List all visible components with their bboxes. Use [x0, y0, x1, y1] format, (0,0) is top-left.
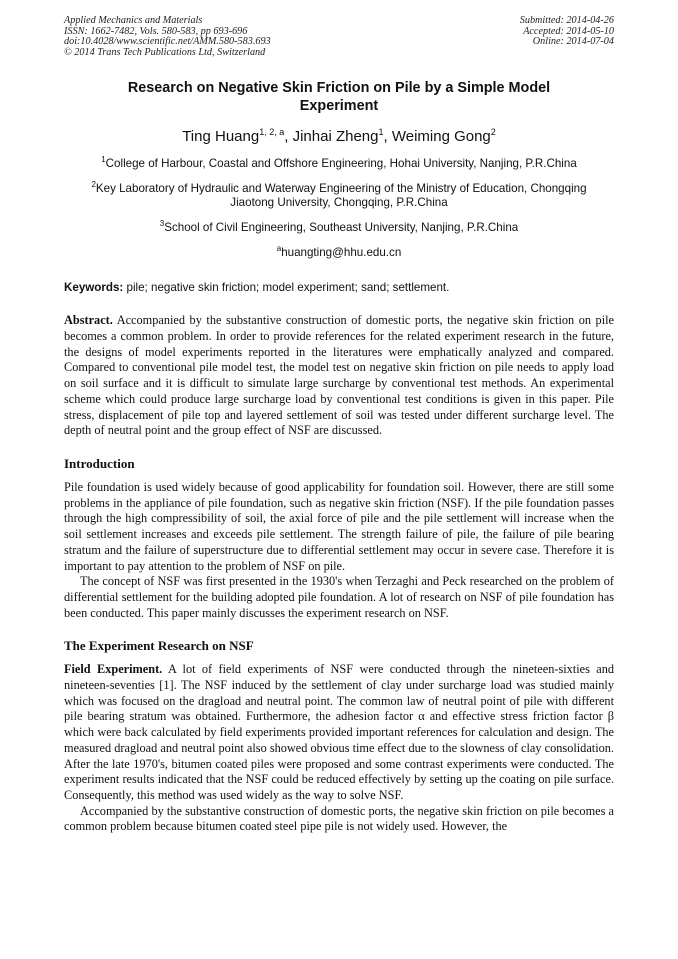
abstract-text: Accompanied by the substantive construction of domestic ports, the negative skin friction on pile becomes a common problem. In order to provide references for the related experiment research in the future, the designs of model experiments reported in the literatures were emphatically analyzed and compared. Compared to conventional pile model test, the model test on negative skin friction on pile needs to apply load on soil surface and it is difficult to simulate large surcharge by conventional test methods. An experimental scheme which could produce large surcharge load by conventional test conditions is given in this paper. Pile stress, displacement of pile top and layered settlement of soil was tested under different surcharge level. The depth of neutral point and the group effect of NSF are discussed.	[64, 313, 614, 438]
author-separator: ,	[383, 128, 392, 146]
header-right	[520, 16, 614, 58]
intro-paragraph-2: The concept of NSF was first presented in the 1930's when Terzaghi and Peck researched on the problem of differential settlement for the building adopted pile foundation. A lot of research on NSF of pile foundation has been conducted. This paper mainly discusses the experiment research on NSF.	[64, 574, 614, 620]
affiliation-text: College of Harbour, Coastal and Offshore Engineering, Hohai University, Nanjing, P.R.China	[105, 157, 577, 171]
experiment-paragraph-2: Accompanied by the substantive construction of domestic ports, the negative skin friction on pile becomes a common problem because bitumen coated steel pipe pile is not widely used. However, the	[64, 803, 614, 834]
affiliation-text: Key Laboratory of Hydraulic and Waterway Engineering of the Ministry of Education, Chongqing Jiaotong University, Chongqing, P.R.China	[95, 182, 587, 210]
affiliation-text: School of Civil Engineering, Southeast University, Nanjing, P.R.China	[164, 221, 519, 235]
author-affiliation-sup: 1	[378, 127, 384, 138]
header-left	[64, 16, 271, 58]
keywords-text: pile; negative skin friction; model experiment; sand; settlement.	[123, 281, 450, 295]
field-experiment-label: Field Experiment.	[64, 662, 163, 677]
affiliation-sup: 2	[91, 180, 96, 190]
journal-header	[64, 16, 614, 58]
field-experiment-paragraph	[64, 662, 614, 803]
affiliation-1	[64, 153, 614, 171]
section-heading-introduction: Introduction	[64, 456, 135, 471]
author-name: Ting Huang	[182, 128, 260, 146]
author-affiliation-sup: 1, 2, a	[259, 127, 285, 138]
paper-title: Research on Negative Skin Friction on Pile by a Simple Model Experiment	[127, 80, 551, 115]
affiliation-sup: 3	[159, 219, 165, 229]
accepted-date: Accepted: 2014-05-10	[523, 25, 614, 37]
section-heading-experiment: The Experiment Research on NSF	[64, 638, 254, 654]
doi-line: doi:10.4028/www.scientific.net/AMM.580-583.693	[64, 36, 271, 48]
field-experiment-text: A lot of field experiments of NSF were conducted through the nineteen-sixties and nineteen-seventies [1]. The NSF induced by the settlement of clay under surcharge load was studied mainly which was focused on the dragload and neutral point. The common law of neutral point of pile with different pile bearing stratum was obtained. Furthermore, the adhesion factor α and effective stress friction factor β which were back calculated by field experiments provided important references for calculation and design. The measured dragload and neutral point also showed obvious time effect due to the slowness of clay consolidation. After the late 1970's, bitumen coated piles were proposed and some contrast experiments were conducted. The experiment results indicated that the NSF could be reduced effectively by setting up the coating on pile surface. Consequently, this method was used widely as the way to solve NSF.	[64, 662, 615, 802]
author-name: Weiming Gong	[391, 128, 491, 146]
online-date: Online: 2014-07-04	[532, 36, 614, 48]
author-list	[64, 122, 614, 147]
keywords-label: Keywords:	[64, 281, 124, 295]
author-email	[64, 242, 614, 260]
abstract	[64, 313, 614, 439]
copyright-line: © 2014 Trans Tech Publications Ltd, Switzerland	[64, 46, 266, 58]
email-link[interactable]: huangting@hhu.edu.cn	[281, 246, 402, 260]
journal-name: Applied Mechanics and Materials	[64, 15, 203, 26]
keywords	[64, 280, 614, 295]
author-name: Jinhai Zheng	[292, 128, 379, 146]
affiliation-2	[64, 178, 614, 210]
paper-page	[64, 16, 614, 835]
issn-line: ISSN: 1662-7482, Vols. 580-583, pp 693-696	[64, 25, 248, 37]
abstract-label: Abstract.	[64, 313, 113, 328]
author-affiliation-sup: 2	[490, 127, 496, 138]
intro-paragraph-1: Pile foundation is used widely because of good applicability for foundation soil. However, there are still some problems in the appliance of pile foundation, such as negative skin friction (NSF). If the pile foundation passes through the high compressibility of soil, the axial force of pile and the pile settlement will increase when the soil settlement increases and exceeds pile settlement. The strength failure of pile, the failure of pile bearing stratum and the failure of superstructure due to differential settlement may occur in severe case. Therefore it is important to pay attention to the problem of NSF on pile.	[64, 480, 614, 573]
affiliation-3	[64, 217, 614, 235]
author-separator: ,	[284, 128, 293, 146]
affiliation-sup: 1	[101, 155, 106, 165]
email-sup: a	[276, 244, 282, 254]
submitted-date: Submitted: 2014-04-26	[519, 15, 614, 26]
